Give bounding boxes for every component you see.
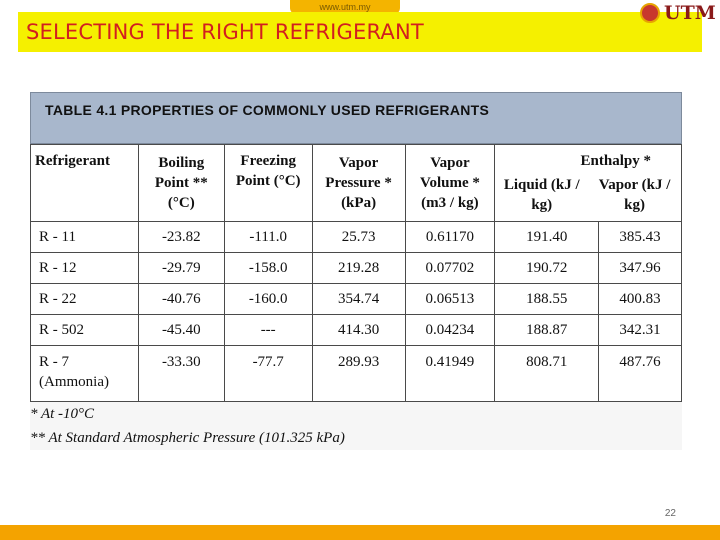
cell-vapor: 487.76 [599, 346, 682, 402]
cell-liquid: 808.71 [495, 346, 599, 402]
table-row [31, 284, 682, 315]
cell-boiling: -40.76 [138, 284, 224, 315]
footer-bar [0, 525, 720, 540]
cell-pressure: 414.30 [312, 315, 405, 346]
properties-table [30, 144, 682, 402]
refrigerant-name: R - 7 [39, 354, 69, 370]
logo-text: UTM [664, 2, 716, 24]
refrigerant-table-figure [30, 92, 682, 450]
cell-refrigerant [31, 346, 139, 402]
cell-volume: 0.41949 [405, 346, 495, 402]
cell-vapor: 342.31 [599, 315, 682, 346]
cell-liquid: 188.87 [495, 315, 599, 346]
refrigerant-subname: (Ammonia) [39, 374, 109, 390]
footnote: * At -10°C [30, 406, 95, 422]
cell-boiling: -33.30 [138, 346, 224, 402]
cell-freezing: -158.0 [224, 253, 312, 284]
cell-volume: 0.07702 [405, 253, 495, 284]
table-row [31, 346, 682, 402]
table-caption-bar [30, 92, 682, 144]
cell-refrigerant: R - 502 [31, 315, 139, 346]
table-row [31, 253, 682, 284]
cell-vapor: 385.43 [599, 222, 682, 253]
cell-pressure: 25.73 [312, 222, 405, 253]
cell-vapor: 347.96 [599, 253, 682, 284]
cell-freezing: -77.7 [224, 346, 312, 402]
website-tab: www.utm.my [290, 0, 400, 14]
footnote: ** At Standard Atmospheric Pressure (101.325 kPa) [30, 430, 345, 446]
cell-refrigerant: R - 12 [31, 253, 139, 284]
col-freezing: Freezing Point (°C) [224, 145, 312, 222]
cell-freezing: --- [224, 315, 312, 346]
col-boiling: Boiling Point ** (°C) [138, 145, 224, 222]
col-vapor: Vapor (kJ / kg) [598, 177, 671, 213]
title-bar [18, 12, 702, 52]
cell-vapor: 400.83 [599, 284, 682, 315]
cell-liquid: 190.72 [495, 253, 599, 284]
col-liquid: Liquid (kJ / kg) [503, 177, 580, 213]
col-vapor-volume: Vapor Volume * (m3 / kg) [405, 145, 495, 222]
page-number: 22 [664, 508, 676, 519]
cell-liquid: 188.55 [495, 284, 599, 315]
col-enthalpy [495, 145, 682, 222]
cell-volume: 0.61170 [405, 222, 495, 253]
cell-volume: 0.04234 [405, 315, 495, 346]
cell-freezing: -160.0 [224, 284, 312, 315]
col-refrigerant: Refrigerant [31, 145, 139, 222]
cell-refrigerant: R - 22 [31, 284, 139, 315]
cell-boiling: -23.82 [138, 222, 224, 253]
cell-freezing: -111.0 [224, 222, 312, 253]
table-caption: TABLE 4.1 PROPERTIES OF COMMONLY USED REFRIGERANTS [45, 102, 490, 118]
utm-logo [640, 2, 716, 24]
table-row [31, 315, 682, 346]
table-row [31, 222, 682, 253]
cell-pressure: 289.93 [312, 346, 405, 402]
cell-boiling: -45.40 [138, 315, 224, 346]
enthalpy-title: Enthalpy * [580, 153, 651, 169]
cell-pressure: 354.74 [312, 284, 405, 315]
cell-refrigerant: R - 11 [31, 222, 139, 253]
cell-liquid: 191.40 [495, 222, 599, 253]
col-vapor-pressure: Vapor Pressure * (kPa) [312, 145, 405, 222]
cell-volume: 0.06513 [405, 284, 495, 315]
crest-icon [640, 3, 660, 23]
table-footnotes [30, 402, 682, 450]
slide-title: SELECTING THE RIGHT REFRIGERANT [26, 20, 424, 44]
cell-pressure: 219.28 [312, 253, 405, 284]
cell-boiling: -29.79 [138, 253, 224, 284]
table-header-row [31, 145, 682, 222]
